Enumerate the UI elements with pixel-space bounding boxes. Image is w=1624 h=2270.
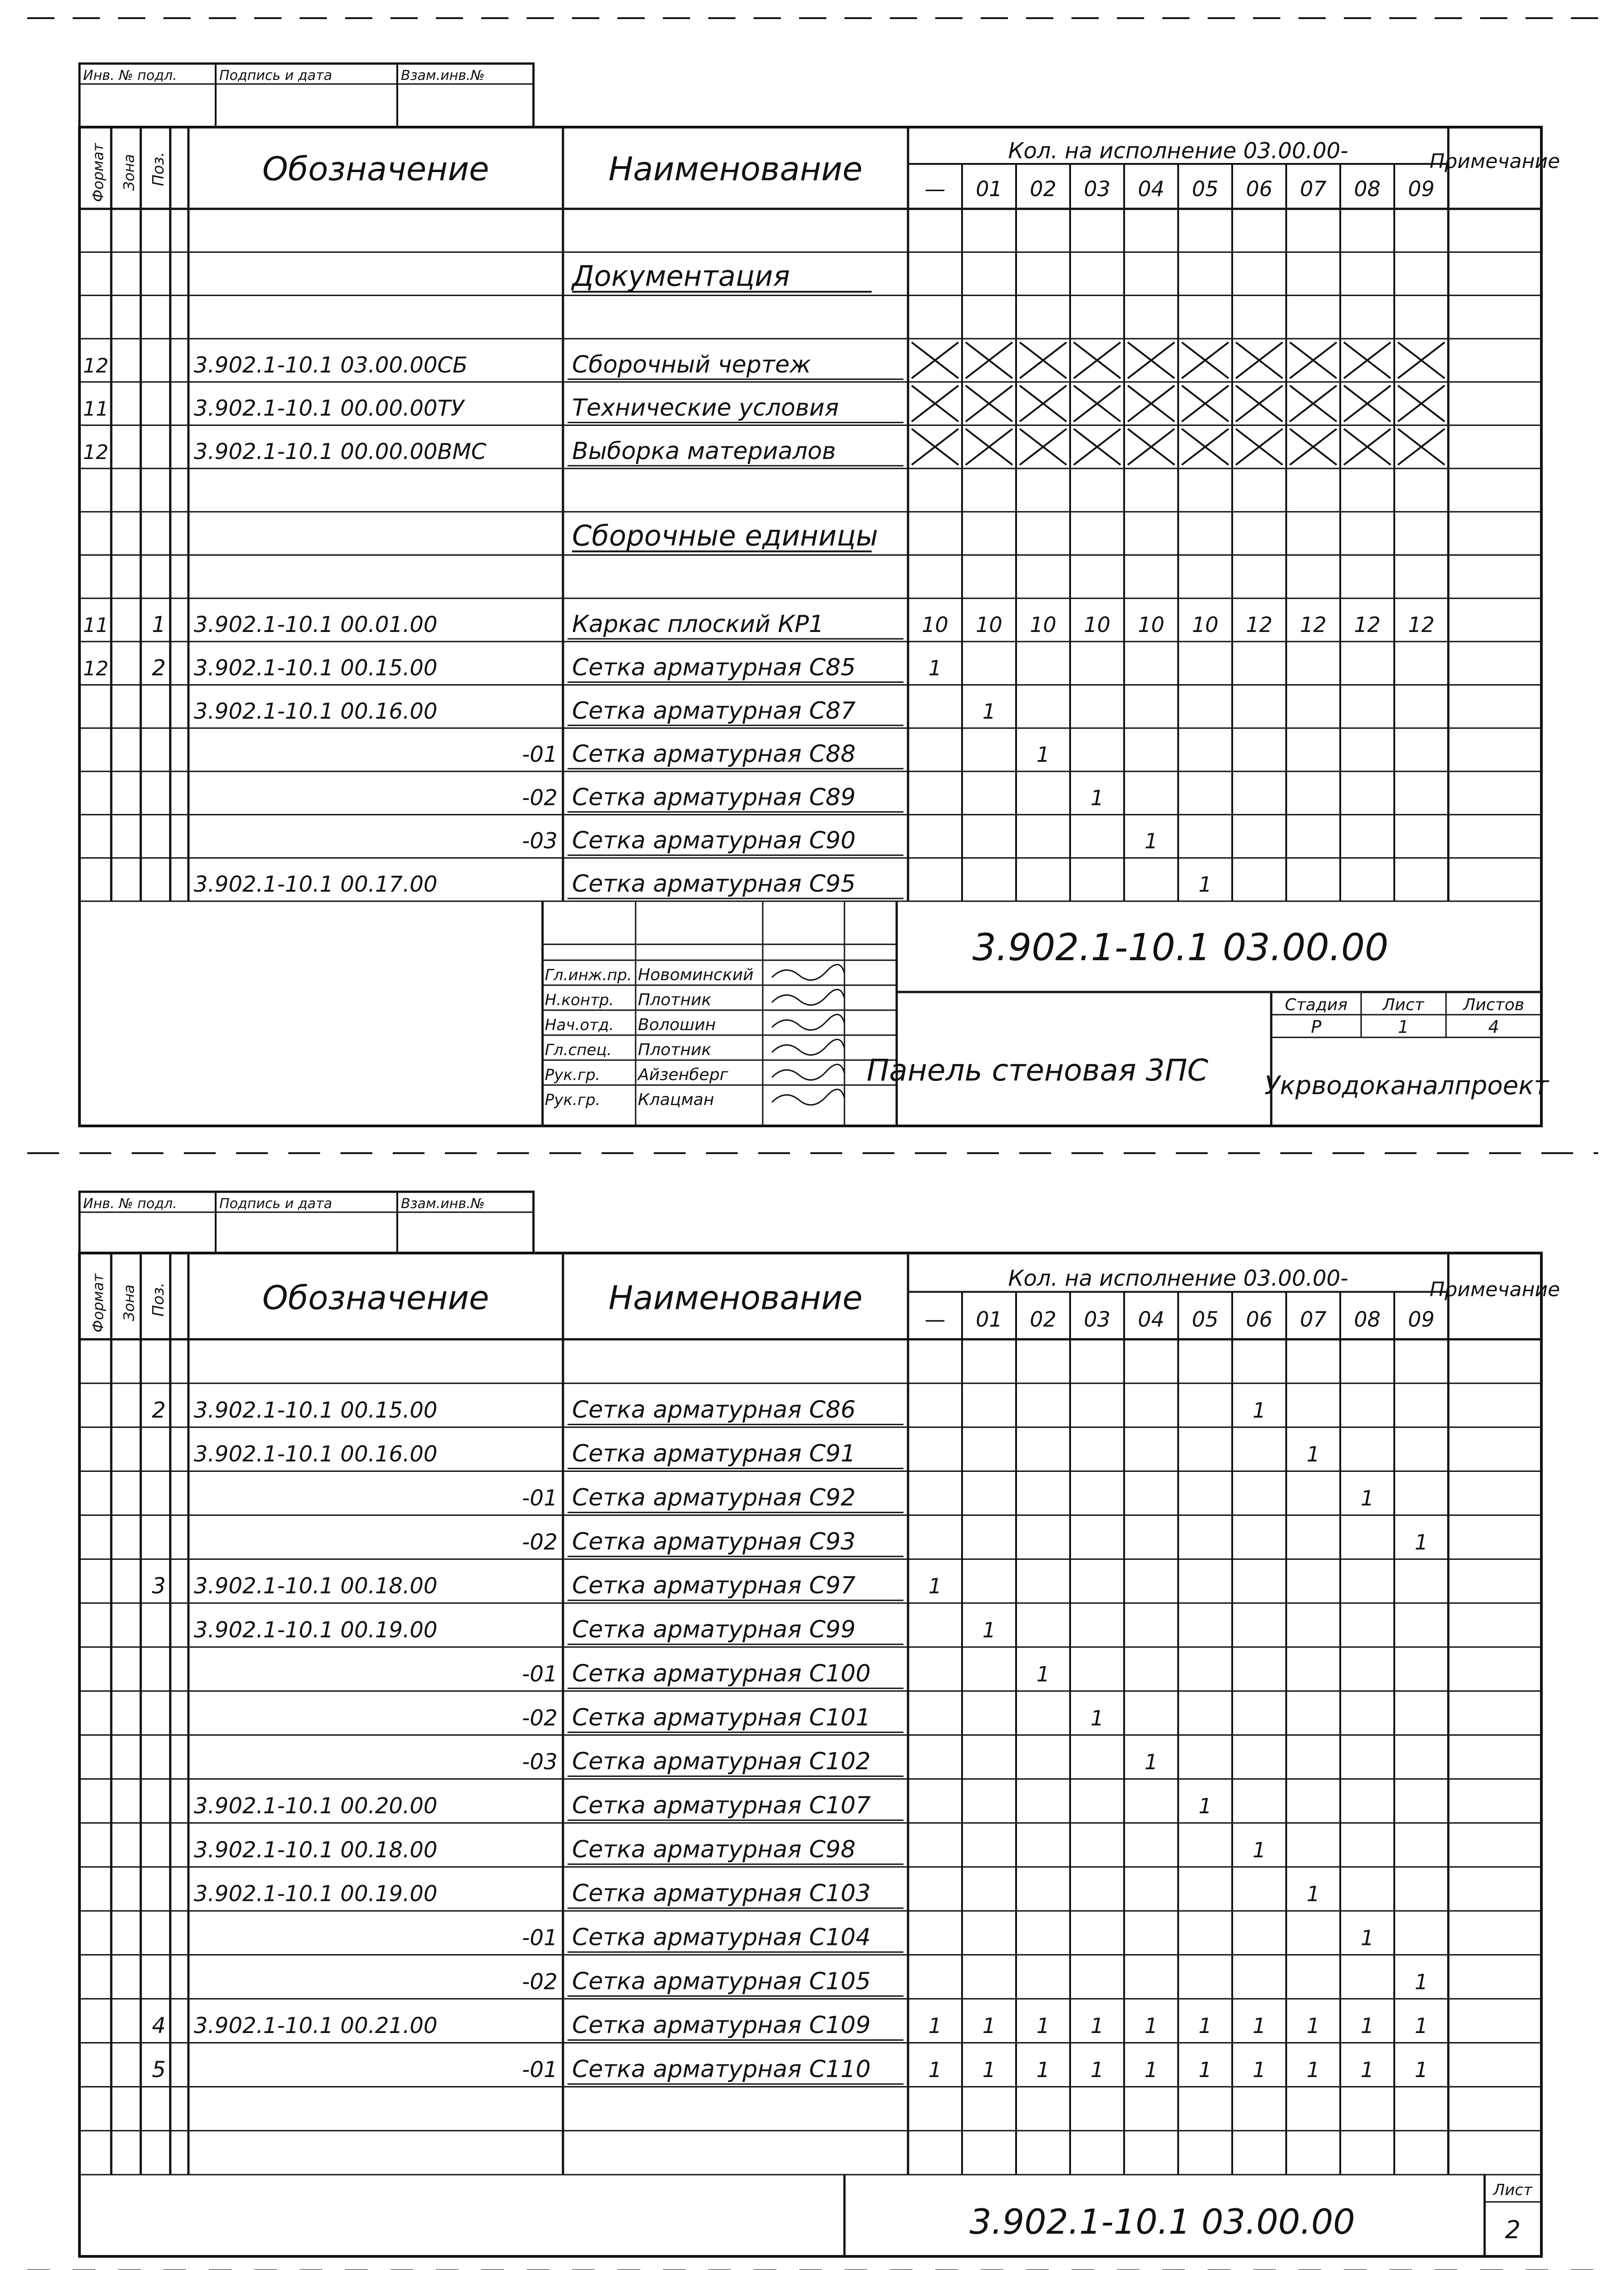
row-designation: -03 [522,828,558,854]
doc-title: Панель стеновая 3ПС [866,1053,1209,1088]
qty-value: 1 [982,2013,996,2038]
qty-value: 1 [1252,2058,1266,2082]
row-format: 12 [83,657,109,681]
row-pos: 5 [152,2057,166,2083]
qty-value: 1 [1306,2058,1320,2082]
header-note: Примечание [1429,150,1560,173]
stamp-label: Подпись и дата [219,1196,332,1212]
header-zone: Зона [120,154,138,191]
row-name: Сетка арматурная С110 [572,2056,871,2083]
qty-value: 1 [1306,1881,1320,1906]
qty-value: 1 [1306,2013,1320,2038]
row-name: Сетка арматурная С100 [572,1660,871,1688]
qty-value: 1 [1198,1793,1212,1818]
header-pos: Поз. [149,152,168,186]
header-variant: 07 [1300,177,1327,201]
signature-scribble [772,989,844,1005]
qty-value: 1 [1414,1969,1428,1994]
header-variant: 06 [1246,177,1273,201]
qty-value: 12 [1354,612,1381,637]
row-name: Каркас плоский КР1 [572,611,824,638]
row-name: Сетка арматурная С99 [572,1616,856,1643]
qty-value: 1 [1036,2058,1050,2082]
section-heading: Сборочные единицы [572,519,879,553]
doc-number: 3.902.1-10.1 03.00.00 [969,2201,1355,2242]
row-designation: 3.902.1-10.1 00.17.00 [194,872,438,898]
qty-value: 10 [1192,612,1219,637]
row-name: Сетка арматурная С109 [572,2012,871,2039]
sheet-label: Лист [1493,2181,1533,2199]
header-variant: 05 [1192,1307,1219,1332]
header-variant: 09 [1408,1307,1435,1332]
qty-value: 1 [1144,1750,1158,1775]
qty-value: 10 [976,612,1002,637]
signature-scribble [772,964,844,980]
header-note: Примечание [1429,1278,1560,1301]
qty-value: 1 [1036,2013,1050,2038]
qty-value: 10 [1084,612,1111,637]
signature-name: Плотник [638,991,711,1009]
row-designation: 3.902.1-10.1 00.00.00ТУ [194,395,464,421]
signature-role: Гл.инж.пр. [545,966,632,984]
row-name: Сетка арматурная С85 [572,654,856,681]
row-name: Сборочный чертеж [572,351,811,379]
row-name: Сетка арматурная С89 [572,784,856,811]
signature-name: Клацман [638,1091,714,1109]
header-designation: Обозначение [262,150,489,188]
row-format: 12 [83,354,109,378]
signature-scribble [772,1014,844,1030]
row-name: Сетка арматурная С97 [572,1572,856,1599]
qty-value: 1 [982,2058,996,2082]
header-variant: 09 [1408,177,1435,201]
row-designation: 3.902.1-10.1 00.18.00 [194,1837,438,1863]
header-designation: Обозначение [262,1278,489,1317]
sheets-value: 4 [1488,1017,1500,1037]
section-heading: Документация [572,259,790,293]
qty-value: 1 [928,1574,942,1599]
row-name: Сетка арматурная С88 [572,740,856,768]
qty-value: 1 [1144,2013,1158,2038]
header-pos: Поз. [149,1282,168,1317]
row-name: Выборка материалов [572,437,836,465]
row-designation: 3.902.1-10.1 00.20.00 [194,1793,438,1819]
title-block [543,901,1549,1126]
row-designation: -02 [522,1529,558,1555]
qty-value: 10 [1030,612,1056,637]
row-name: Технические условия [572,394,839,422]
qty-value: 10 [1138,612,1165,637]
row-designation: 3.902.1-10.1 00.18.00 [194,1573,438,1599]
qty-value: 10 [922,612,948,637]
row-pos: 2 [152,1397,166,1423]
header-variant: 01 [976,177,1002,201]
qty-value: 1 [1198,872,1212,897]
row-name: Сетка арматурная С107 [572,1791,871,1819]
header-variant: 04 [1138,177,1165,201]
qty-value: 1 [1360,2013,1374,2038]
row-designation: 3.902.1-10.1 00.00.00ВМС [194,439,487,464]
qty-value: 1 [1252,2013,1266,2038]
signature-scribble [772,1089,844,1105]
header-variant: 05 [1192,177,1219,201]
row-name: Сетка арматурная С92 [572,1484,856,1512]
qty-value: 1 [1144,2058,1158,2082]
row-name: Сетка арматурная С102 [572,1748,871,1776]
row-name: Сетка арматурная С101 [572,1704,871,1732]
stamp-label: Подпись и дата [219,68,332,84]
stamp-label: Инв. № подл. [83,68,177,84]
row-format: 11 [83,397,109,421]
row-name: Сетка арматурная С95 [572,870,856,898]
qty-value: 1 [1360,1925,1374,1950]
header-name: Наименование [608,1278,863,1317]
row-pos: 1 [152,612,166,638]
qty-value: 1 [1360,1486,1374,1511]
signature-role: Гл.спец. [545,1041,612,1059]
qty-value: 1 [1414,2013,1428,2038]
row-designation: 3.902.1-10.1 00.19.00 [194,1617,438,1643]
qty-value: 12 [1408,612,1435,637]
row-designation: 3.902.1-10.1 00.15.00 [194,655,438,681]
row-designation: -01 [522,1661,558,1687]
header-variant: 04 [1138,1307,1165,1332]
signature-name: Волошин [638,1016,716,1034]
row-format: 12 [83,440,109,464]
sheet-1 [79,64,1560,1126]
sheet-value: 1 [1397,1017,1409,1037]
header-variant: — [924,1307,946,1332]
header-variant: 02 [1030,177,1056,201]
row-designation: 3.902.1-10.1 00.21.00 [194,2013,438,2039]
qty-value: 1 [1198,2013,1212,2038]
header-variant: 03 [1084,177,1111,201]
stamp-label: Взам.инв.№ [401,68,485,84]
qty-value: 1 [1090,2058,1104,2082]
qty-value: 1 [982,1618,996,1643]
sheet-value: 2 [1505,2216,1521,2244]
qty-value: 1 [1252,1398,1266,1423]
sheet-2 [79,1192,1560,2256]
row-name: Сетка арматурная С93 [572,1528,856,1555]
qty-value: 1 [1414,2058,1428,2082]
row-designation: -01 [522,1485,558,1511]
signature-scribble [772,1039,844,1055]
stage-label: Стадия [1284,996,1348,1014]
row-designation: 3.902.1-10.1 00.19.00 [194,1881,438,1907]
row-designation: 3.902.1-10.1 00.15.00 [194,1397,438,1423]
header-qty-title: Кол. на исполнение 03.00.00- [1008,1266,1348,1292]
qty-value: 1 [1198,2058,1212,2082]
row-name: Сетка арматурная С90 [572,827,856,854]
sheet-label: Лист [1382,996,1424,1014]
row-name: Сетка арматурная С98 [572,1836,856,1863]
stamp-label: Взам.инв.№ [401,1196,485,1212]
qty-value: 1 [1036,742,1050,767]
qty-value: 1 [928,656,942,681]
qty-value: 1 [1252,1837,1266,1862]
header-variant: 01 [976,1307,1002,1332]
header-zone: Зона [120,1284,138,1321]
row-designation: 3.902.1-10.1 03.00.00СБ [194,352,468,378]
header-variant: 08 [1354,177,1381,201]
row-name: Сетка арматурная С105 [572,1968,871,1995]
qty-value: 1 [1090,785,1104,810]
header-variant: 08 [1354,1307,1381,1332]
row-pos: 4 [152,2013,166,2039]
qty-value: 12 [1246,612,1273,637]
qty-value: 1 [1090,1706,1104,1731]
qty-value: 1 [928,2058,942,2082]
qty-value: 1 [1144,829,1158,854]
header-variant: 06 [1246,1307,1273,1332]
stage-value: Р [1311,1017,1322,1037]
signature-role: Н.контр. [545,991,614,1009]
row-designation: -02 [522,1969,558,1995]
row-designation: 3.902.1-10.1 00.01.00 [194,612,438,638]
doc-number: 3.902.1-10.1 03.00.00 [972,926,1389,969]
header-variant: 07 [1300,1307,1327,1332]
row-format: 11 [83,614,109,637]
row-designation: -03 [522,1749,558,1775]
qty-value: 12 [1300,612,1327,637]
signature-scribble [772,1064,844,1080]
qty-value: 1 [1360,2058,1374,2082]
qty-value: 1 [928,2013,942,2038]
signature-role: Рук.гр. [545,1091,601,1109]
row-name: Сетка арматурная С91 [572,1440,856,1468]
qty-value: 1 [1090,2013,1104,2038]
header-format: Формат [89,143,107,202]
header-variant: 02 [1030,1307,1056,1332]
header-qty-title: Кол. на исполнение 03.00.00- [1008,138,1348,164]
signature-name: Новоминский [638,966,754,984]
title-block-2 [844,2175,1541,2256]
header-variant: — [924,177,946,201]
row-designation: 3.902.1-10.1 00.16.00 [194,1441,438,1467]
stamp-label: Инв. № подл. [83,1196,177,1212]
row-pos: 3 [152,1573,166,1599]
signature-name: Айзенберг [638,1066,728,1084]
row-designation: -02 [522,1705,558,1731]
signature-role: Рук.гр. [545,1066,601,1084]
header-variant: 03 [1084,1307,1111,1332]
row-designation: -01 [522,2057,558,2083]
qty-value: 1 [1306,1442,1320,1467]
organization: Укрводоканалпроект [1264,1071,1549,1100]
row-designation: -01 [522,1925,558,1951]
signature-name: Плотник [638,1041,711,1059]
row-name: Сетка арматурная С104 [572,1924,871,1951]
qty-value: 1 [1036,1662,1050,1687]
qty-value: 1 [982,699,996,724]
row-name: Сетка арматурная С87 [572,697,856,725]
row-designation: 3.902.1-10.1 00.16.00 [194,698,438,724]
header-format: Формат [89,1273,107,1332]
row-designation: -01 [522,742,558,768]
signature-role: Нач.отд. [545,1016,614,1034]
row-name: Сетка арматурная С103 [572,1880,871,1907]
qty-value: 1 [1414,1530,1428,1554]
sheets-label: Листов [1463,996,1525,1014]
row-name: Сетка арматурная С86 [572,1396,856,1424]
row-pos: 2 [152,655,166,681]
row-designation: -02 [522,785,558,811]
header-name: Наименование [608,150,863,188]
